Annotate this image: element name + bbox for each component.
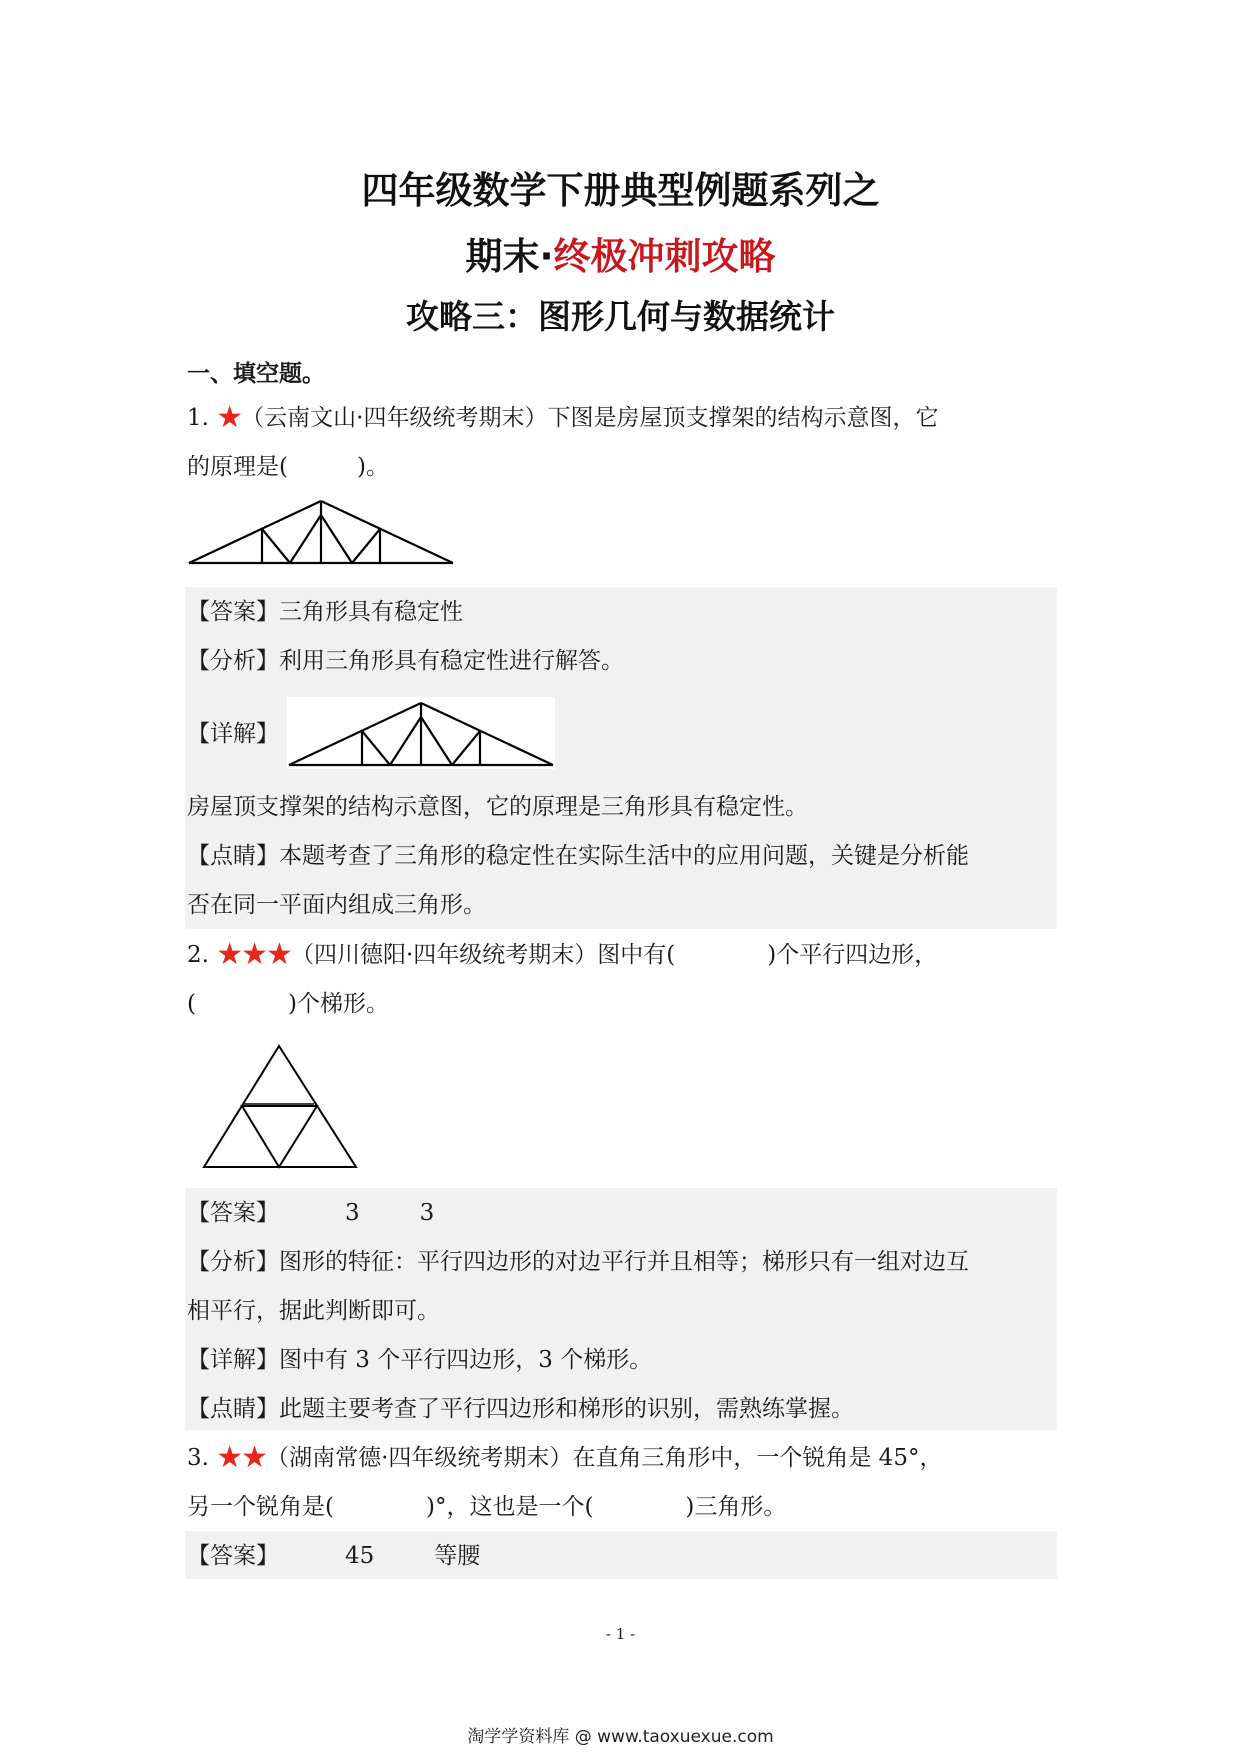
q2-analysis-line2: 相平行，据此判断即可。 [187,1298,440,1324]
q3-answer [187,1541,480,1571]
q1-line2: 的原理是( )。 [187,454,389,480]
answer-value-1: 45 [345,1543,375,1569]
q2-analysis [187,1247,969,1277]
detail-text: 图中有 3 个平行四边形，3 个梯形。 [279,1347,653,1373]
answer-label: 【答案】 [187,599,279,625]
q2-line1 [187,937,938,972]
analysis-label: 【分析】 [187,648,279,674]
answer-value-2: 3 [419,1200,435,1226]
analysis-label: 【分析】 [187,1249,279,1275]
analysis-text: 利用三角形具有稳定性进行解答。 [279,648,624,674]
answer-text: 三角形具有稳定性 [279,599,463,625]
analysis-text: 图形的特征：平行四边形的对边平行并且相等；梯形只有一组对边互 [279,1249,969,1275]
q2-line2: ( )个梯形。 [187,991,389,1017]
q1-comment-line2: 否在同一平面内组成三角形。 [187,892,486,918]
page-number: - 1 - [605,1625,636,1643]
answer-value-2: 等腰 [434,1543,481,1569]
roof-truss-figure-detail [287,697,555,769]
source-watermark: 淘学学资料库 @ www.taoxuexue.com [467,1727,774,1747]
q2-number: 2. [187,942,209,968]
q3-line2: 另一个锐角是( )°，这也是一个( )三角形。 [187,1494,787,1520]
section-heading: 一、填空题。 [187,361,325,387]
roof-truss-figure [187,497,455,567]
document-title: 四年级数学下册典型例题系列之 [361,169,880,212]
chapter-title: 攻略三：图形几何与数据统计 [406,297,835,336]
q1-comment [187,841,969,871]
answer-label: 【答案】 [187,1200,279,1226]
comment-label: 【点睛】 [187,1396,279,1422]
difficulty-star-icon: ★ [216,400,242,435]
subtitle-highlight: 终极冲刺攻略 [553,235,776,278]
comment-text: 本题考查了三角形的稳定性在实际生活中的应用问题，关键是分析能 [279,843,969,869]
q2-detail [187,1345,652,1375]
triangle-figure [200,1040,360,1174]
q1-detail-text: 房屋顶支撑架的结构示意图，它的原理是三角形具有稳定性。 [187,794,808,820]
q1-analysis [187,646,624,676]
answer-value-1: 3 [345,1200,360,1226]
detail-label: 【详解】 [187,1347,279,1373]
q2-text-line1: （四川德阳·四年级统考期末）图中有( )个平行四边形， [290,942,938,968]
comment-label: 【点睛】 [187,843,279,869]
q1-answer [187,597,463,627]
q1-line1 [187,400,939,435]
subtitle-prefix: 期末· [465,235,554,278]
q1-detail-label: 【详解】 [187,721,279,747]
q3-text-line1: （湖南常德·四年级统考期末）在直角三角形中，一个锐角是 45°， [266,1445,943,1471]
document-subtitle [0,226,1241,280]
q1-number: 1. [187,405,209,431]
answer-label: 【答案】 [187,1543,279,1569]
q3-line1 [187,1440,943,1475]
q3-number: 3. [187,1445,209,1471]
q1-text-line1: （云南文山·四年级统考期末）下图是房屋顶支撑架的结构示意图，它 [241,405,939,431]
q2-answer [187,1198,434,1228]
difficulty-stars-icon: ★★★ [216,937,291,972]
difficulty-stars-icon: ★★ [216,1440,267,1475]
q2-comment [187,1394,854,1424]
comment-text: 此题主要考查了平行四边形和梯形的识别，需熟练掌握。 [279,1396,854,1422]
